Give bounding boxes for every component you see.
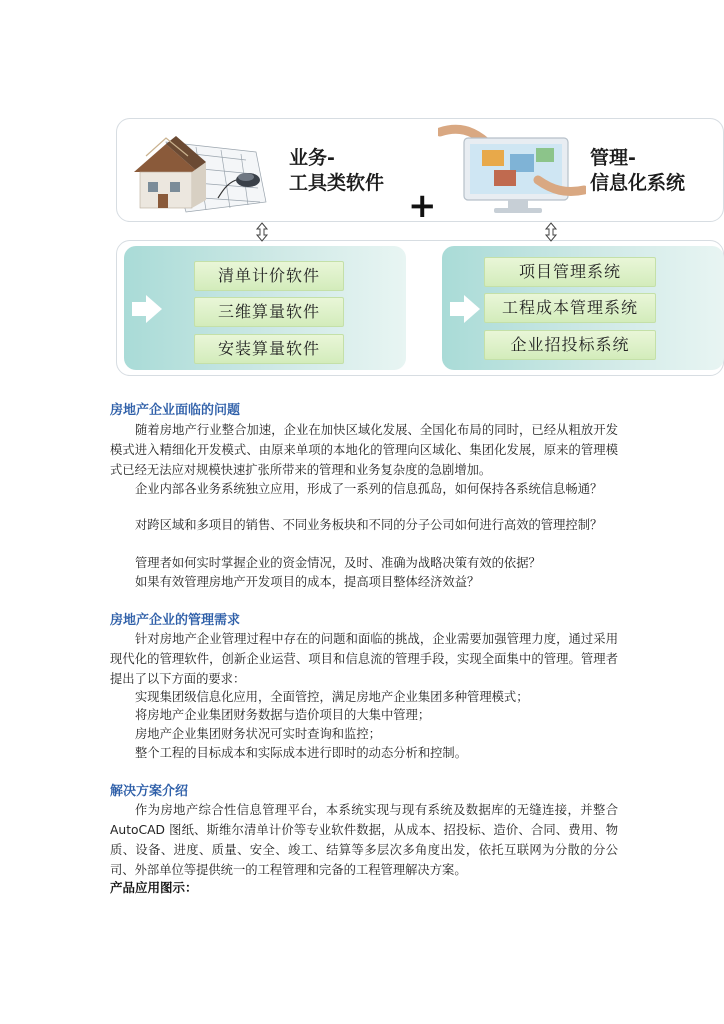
- section-heading-solution: 解决方案介绍: [110, 784, 189, 799]
- requirement-item-4: 整个工程的目标成本和实际成本进行即时的动态分析和控制。: [135, 746, 468, 760]
- management-label-line1: 管理-: [590, 147, 636, 169]
- section-heading-needs: 房地产企业的管理需求: [110, 613, 241, 628]
- management-systems-label: [590, 146, 685, 196]
- system-item-cost-management: 工程成本管理系统: [484, 293, 656, 323]
- left-double-arrow-icon: [255, 222, 269, 242]
- requirement-item-1: 实现集团级信息化应用，全面管控，满足房地产企业集团多种管理模式；: [135, 690, 529, 704]
- right-panel-arrow-icon: [464, 295, 480, 323]
- needs-paragraph: 针对房地产企业管理过程中存在的问题和面临的挑战，企业需要加强管理力度，通过采用现代化的管理软件，创新企业运营、项目和信息流的管理手段，实现全面集中的管理。管理者提出了以下方面的要求：: [110, 632, 618, 686]
- touchscreen-image: [438, 120, 586, 218]
- software-item-install-quantity: 安装算量软件: [194, 334, 344, 364]
- left-panel-arrow-shaft: [132, 302, 146, 316]
- management-label-line2: 信息化系统: [590, 172, 686, 194]
- problems-paragraph: 随着房地产行业整合加速，企业在加快区域化发展、全国化布局的同时，已经从粗放开发模式进入精细化开发模式、由原来单项的本地化的管理向区域化、集团化发展，原来的管理模式已经无法应对规模快速扩张所带来的管理和业务复杂度的急剧增加。: [110, 423, 618, 477]
- business-tools-label: [289, 146, 384, 196]
- system-item-project-management: 项目管理系统: [484, 257, 656, 287]
- system-item-bidding: 企业招投标系统: [484, 330, 656, 360]
- house-blueprint-image: [126, 122, 276, 218]
- figure-label: 产品应用图示：: [110, 880, 198, 895]
- left-panel-arrow-icon: [146, 295, 162, 323]
- requirement-item-2: 将房地产企业集团财务数据与造价项目的大集中管理；: [135, 708, 431, 722]
- problem-question-4: 如果有效管理房地产开发项目的成本，提高项目整体经济效益？: [135, 575, 480, 589]
- business-label-line2: 工具类软件: [289, 172, 385, 194]
- problem-question-1: 企业内部各业务系统独立应用，形成了一系列的信息孤岛，如何保持各系统信息畅通？: [135, 482, 603, 496]
- requirement-item-3: 房地产企业集团财务状况可实时查询和监控；: [135, 727, 381, 741]
- software-item-3d-quantity: 三维算量软件: [194, 297, 344, 327]
- software-item-bill-pricing: 清单计价软件: [194, 261, 344, 291]
- right-double-arrow-icon: [544, 222, 558, 242]
- problem-question-2: 对跨区域和多项目的销售、不同业务板块和不同的分子公司如何进行高效的管理控制？: [135, 518, 603, 532]
- solution-paragraph: 作为房地产综合性信息管理平台，本系统实现与现有系统及数据库的无缝连接，并整合 AutoCAD 图纸、斯维尔清单计价等专业软件数据，从成本、招投标、造价、合同、费用、物质、设备、进度、质量、安全、竣工、结算等多层次多角度出发，依托互联网为分散的分公司、外部单位等提供统一的工程管理和完备的工程管理解决方案。: [110, 803, 618, 877]
- right-panel-arrow-shaft: [450, 302, 464, 316]
- problem-question-3: 管理者如何实时掌握企业的资金情况，及时、准确为战略决策有效的依据？: [135, 556, 541, 570]
- business-label-line1: 业务-: [289, 147, 335, 169]
- plus-sign: +: [408, 186, 437, 226]
- section-heading-problems: 房地产企业面临的问题: [110, 403, 241, 418]
